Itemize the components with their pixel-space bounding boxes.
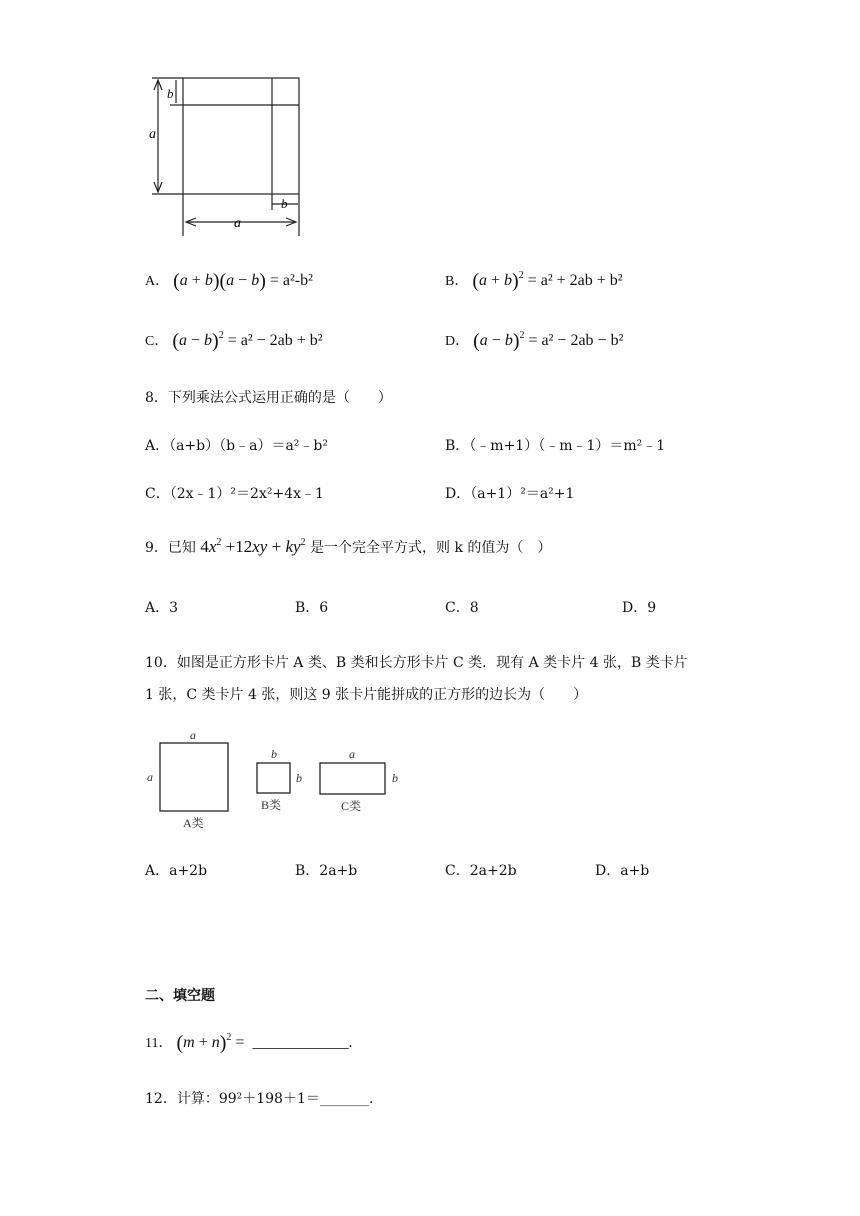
q10-stem-line2: 1 张，C 类卡片 4 张，则这 9 张卡片能拼成的正方形的边长为（ ）	[145, 687, 588, 703]
card-b-top-label: b	[271, 747, 277, 761]
card-a-top-label: a	[190, 728, 196, 742]
q10-option-a[interactable]: A．a+2b	[145, 863, 208, 879]
q10-option-b[interactable]: B．2a+b	[295, 863, 358, 879]
q11: 11． $(m + n)^2$ = ____________.	[145, 1032, 353, 1054]
q11-number: 11．	[145, 1036, 173, 1051]
card-c-top-label: a	[349, 747, 355, 761]
card-a-left-label: a	[147, 770, 153, 784]
card-c-right-label: b	[392, 771, 398, 785]
q10-option-d[interactable]: D．a+b	[595, 863, 650, 879]
q7-option-c[interactable]: C． $(a - b)^2 = a^2 - 2ab + b^2$	[145, 330, 323, 352]
q8-option-c[interactable]: C．（2x﹣1）²＝2x²+4x﹣1	[145, 486, 324, 502]
figure1-label-b-bottom: b	[281, 196, 288, 211]
q7-option-a[interactable]: A． (a + b)(a − b) = a²-b²	[145, 270, 313, 292]
section-title: 二、填空题	[145, 988, 215, 1004]
card-b-caption: B类	[261, 798, 282, 812]
q8-stem: 8．下列乘法公式运用正确的是（ ）	[145, 390, 392, 406]
figure-square-ab	[140, 70, 315, 242]
q7-option-d[interactable]: D． $(a - b)^2 = a^2 - 2ab - b^2$	[445, 330, 624, 352]
q7-d-rhs: a² − 2ab − b²	[541, 332, 624, 349]
q8-option-d[interactable]: D．（a+1）²＝a²+1	[445, 486, 575, 502]
q7-c-rhs: a² − 2ab + b²	[240, 332, 323, 349]
figure1-label-b-top: b	[167, 86, 174, 101]
q8-option-b[interactable]: B．（﹣m+1）（﹣m﹣1）＝m²﹣1	[445, 438, 666, 454]
q9-option-c[interactable]: C．8	[445, 600, 479, 616]
figure1-label-a-left: a	[149, 127, 156, 142]
card-b-square	[257, 763, 290, 793]
q9-option-b[interactable]: B．6	[295, 600, 329, 616]
q9-suffix: 是一个完全平方式，则 k 的值为（ ）	[310, 540, 552, 556]
q7-b-rhs: a² + 2ab + b²	[540, 272, 623, 289]
card-b-right-label: b	[296, 771, 302, 785]
q10-stem-line1: 10．如图是正方形卡片 A 类、B 类和长方形卡片 C 类．现有 A 类卡片 4 张，B 类卡片	[145, 655, 688, 671]
card-a-square	[160, 743, 228, 811]
card-a-caption: A类	[183, 816, 204, 830]
q11-blank[interactable]: ____________	[252, 1034, 349, 1051]
q9-prefix: 9．已知	[145, 540, 196, 556]
q9-stem	[145, 537, 551, 557]
figure1-label-a-bottom: a	[234, 216, 241, 231]
q9-option-d[interactable]: D．9	[622, 600, 657, 616]
figure-cards	[140, 725, 410, 835]
card-c-rectangle	[320, 763, 385, 794]
q10-option-c[interactable]: C．2a+2b	[445, 863, 517, 879]
card-c-caption: C类	[341, 799, 362, 813]
q9-option-a[interactable]: A．3	[145, 600, 179, 616]
q12: 12．计算：99²＋198＋1＝_______.	[145, 1091, 374, 1107]
q7-a-rhs: a²-b²	[282, 272, 313, 289]
q8-option-a[interactable]: A．（a+b）（b﹣a）＝a²﹣b²	[145, 438, 328, 454]
q7-option-b[interactable]: B． $(a + b)^2 = a^2 + 2ab + b^2$	[445, 270, 623, 292]
q9-expression: $4x^2 +12xy + ky^2$	[200, 537, 306, 556]
